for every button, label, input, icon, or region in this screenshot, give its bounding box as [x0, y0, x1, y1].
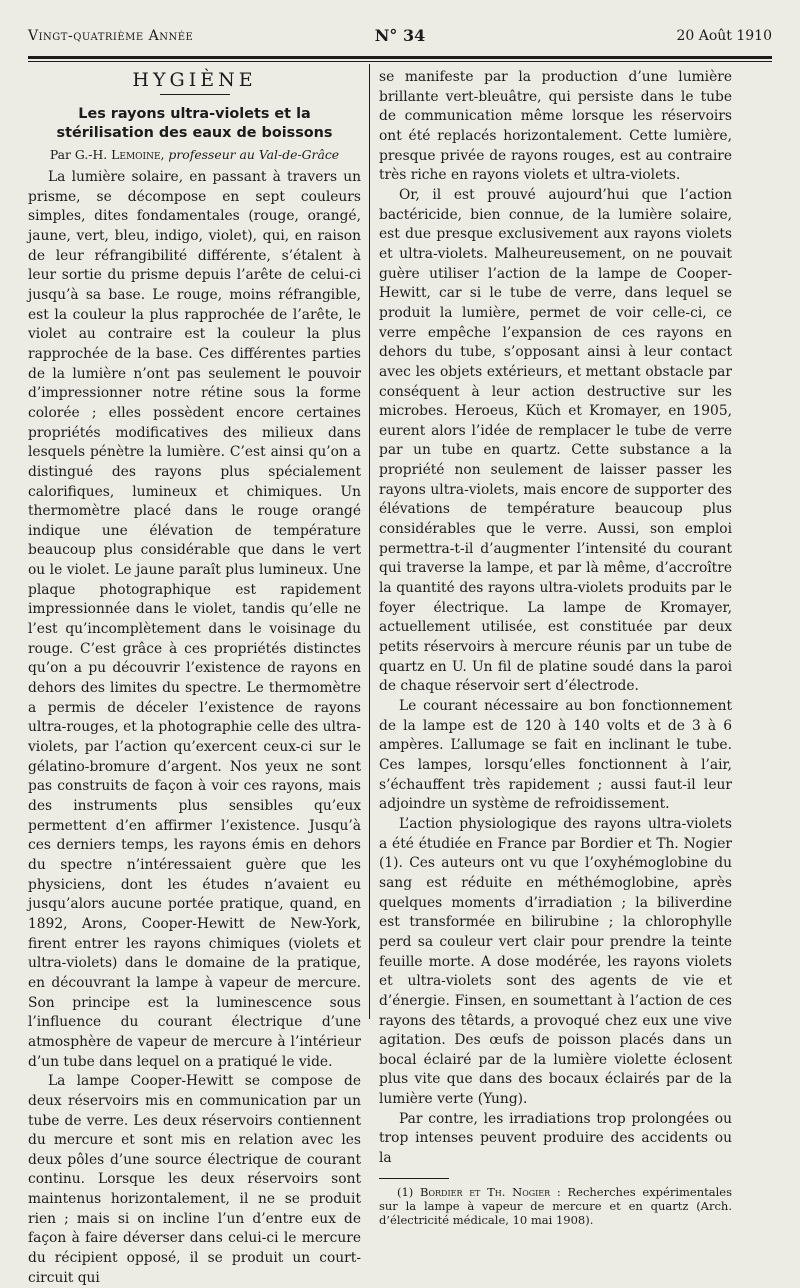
section-title: HYGIÈNE — [132, 69, 257, 91]
footnote-rule — [379, 1178, 449, 1179]
footnote-text: : Recherches expérimentales sur la lampe à vapeur de mercure et en quartz (Arch. d’électricité médicale, 10 mai 1908). — [379, 1184, 732, 1227]
byline-prefix: Par G.-H. — [49, 147, 112, 162]
paragraph: La lampe Cooper-Hewitt se compose de deux réservoirs mis en communication par un tube de verre. Les deux réservoirs contiennent du mercure et sont mis en relation avec les deux pôles d’une source électrique de courant continu. Lorsque les deux réservoirs sont maintenus horizontalement, il ne se produit rien ; mais si on incline l’un d’entre eux de façon à faire déverser dans celui-ci le mercure du récipient opposé, il se produit un court-circuit qui — [28, 1073, 361, 1286]
footnote-authors: Bordier et Th. Nogier — [420, 1184, 551, 1199]
footnote-marker: (1) — [397, 1184, 421, 1199]
byline-role: professeur au Val-de-Grâce — [164, 147, 340, 162]
page-header — [28, 28, 772, 50]
volume-label: Vingt-quatrième Année — [28, 28, 194, 44]
paragraph: La lumière solaire, en passant à travers un prisme, se décompose en sept couleurs simples, dites fondamentales (rouge, orangé, jaune, vert, bleu, indigo, violet), qui, en raison de leur réfrangibilité différente, s’étalent à leur sortie du prisme depuis l’arête de celui-ci jusqu’à sa base. Le rouge, moins réfrangible, est la couleur la plus rapprochée de l’arête, le violet au contraire est la couleur la plus rapprochée de la base. Ces différentes parties de la lumière n’ont pas seulement le pouvoir d’impressionner notre rétine sous la forme colorée ; elles possèdent encore certaines propriétés modificatives des milieux dans lesquels pénètre la lumière. C’est ainsi qu’on a distingué des rayons plus spécialement calorifiques, lumineux et chimiques. Un thermomètre placé dans le rouge orangé indique une élévation de température beaucoup plus considérable que dans le vert ou le violet. Le jaune paraît plus lumineux. Une plaque photographique est rapidement impressionnée dans le violet, tandis qu’elle ne l’est qu’incomplètement dans le voisinage du rouge. C’est grâce à ces propriétés distinctes qu’on a pu découvrir l’existence de rayons en dehors des limites du spectre. Le thermomètre a permis de déceler l’existence de rayons ultra-rouges, et la photographie celle des ultra-violets, par l’action qu’exercent ceux-ci sur le gélatino-bromure d’argent. Nos yeux ne sont pas construits de façon à voir ces rayons, mais des instruments plus sensibles qu’eux permettent d’en affirmer l’existence. Jusqu’à ces derniers temps, les rayons émis en dehors du spectre n’intéressaient guère que les physiciens, dont les études n’avaient eu jusqu’alors aucune portée pratique, quand, en 1892, Arons, Cooper-Hewitt de New-York, firent entrer les rayons chimiques (violets et ultra-violets) dans le domaine de la pratique, en découvrant la lampe à vapeur de mercure. Son principe est la luminescence sous l’influence du courant électrique d’une atmosphère de vapeur de mercure à l’intérieur d’un tube dans lequel on a pratiqué le vide. — [28, 169, 361, 1070]
article-title: Les rayons ultra-violets et la stérilisation des eaux de boissons — [56, 106, 333, 141]
header-rule-thin — [28, 61, 772, 62]
paragraph-continued: se manifeste par la production d’une lumière brillante vert-bleuâtre, qui persiste dans le tube de communication même lorsque les réservoirs ont été replacés horizontalement. Cette lumière, presque privée de rayons rouges, est au contraire très riche en rayons violets et ultra-violets. — [379, 69, 732, 184]
section-title-rule — [160, 94, 230, 95]
column-divider — [369, 64, 370, 1019]
header-rule-thick — [28, 56, 772, 59]
right-column — [379, 68, 732, 1227]
left-column — [28, 68, 361, 1286]
paragraph: Par contre, les irradiations trop prolongées ou trop intenses peuvent produire des accidents ou la — [379, 1110, 732, 1167]
paragraph: Or, il est prouvé aujourd’hui que l’action bactéricide, bien connue, de la lumière solaire, est due presque exclusivement aux rayons violets et ultra-violets. Malheureusement, on ne pouvait guère utiliser l’action de la lampe de Cooper-Hewitt, car si le tube de verre, dans lequel se produit la lumière, permet de voir celle-ci, ce verre empêche l’expansion de ces rayons en dehors du tube, s’opposant ainsi à leur contact avec les objets extérieurs, et mettant obstacle par conséquent à leur action destructive sur les microbes. Heroeus, Küch et Kromayer, en 1905, eurent alors l’idée de remplacer le tube de verre par un tube en quartz. Cette substance a la propriété non seulement de laisser passer les rayons ultra-violets, mais encore de supporter des élévations de température beaucoup plus considérables que le verre. Aussi, son emploi permettra-t-il d’augmenter l’intensité du courant qui traverse la lampe, et par là même, d’accroître la quantité des rayons ultra-violets produits par le foyer électrique. La lampe de Kromayer, actuellement utilisée, est constituée par deux petits réservoirs à mercure réunis par un tube de quartz en U. Un fil de platine soudé dans la paroi de chaque réservoir sert d’électrode. — [379, 186, 732, 695]
footnote — [379, 1185, 732, 1227]
byline — [28, 147, 361, 162]
issue-number: N° 34 — [374, 26, 426, 45]
byline-author: Lemoine, — [111, 147, 165, 162]
paragraph: Le courant nécessaire au bon fonctionnement de la lampe est de 120 à 140 volts et de 3 à 6 ampères. L’allumage se fait en inclinant le tube. Ces lampes, lorsqu’elles fonctionnent à l’air, s’échauffent très rapidement ; aussi faut-il leur adjoindre un système de refroidissement. — [379, 698, 732, 813]
issue-date: 20 Août 1910 — [676, 28, 772, 44]
paragraph: L’action physiologique des rayons ultra-violets a été étudiée en France par Bordier et Th. Nogier (1). Ces auteurs ont vu que l’oxyhémoglobine du sang est réduite en méthémoglobine, après quelques moments d’irradiation ; la biliverdine est transformée en bilirubine ; la chlorophylle perd sa couleur vert clair pour prendre la teinte feuille morte. A dose modérée, les rayons violets et ultra-violets sont des agents de vie et d’énergie. Finsen, en soumettant à l’action de ces rayons des têtards, a provoqué chez eux une vive agitation. Des œufs de poisson placés dans un bocal éclairé par de la lumière violette éclosent plus vite que dans des bocaux éclairés par de la lumière verte (Yung). — [379, 815, 732, 1108]
